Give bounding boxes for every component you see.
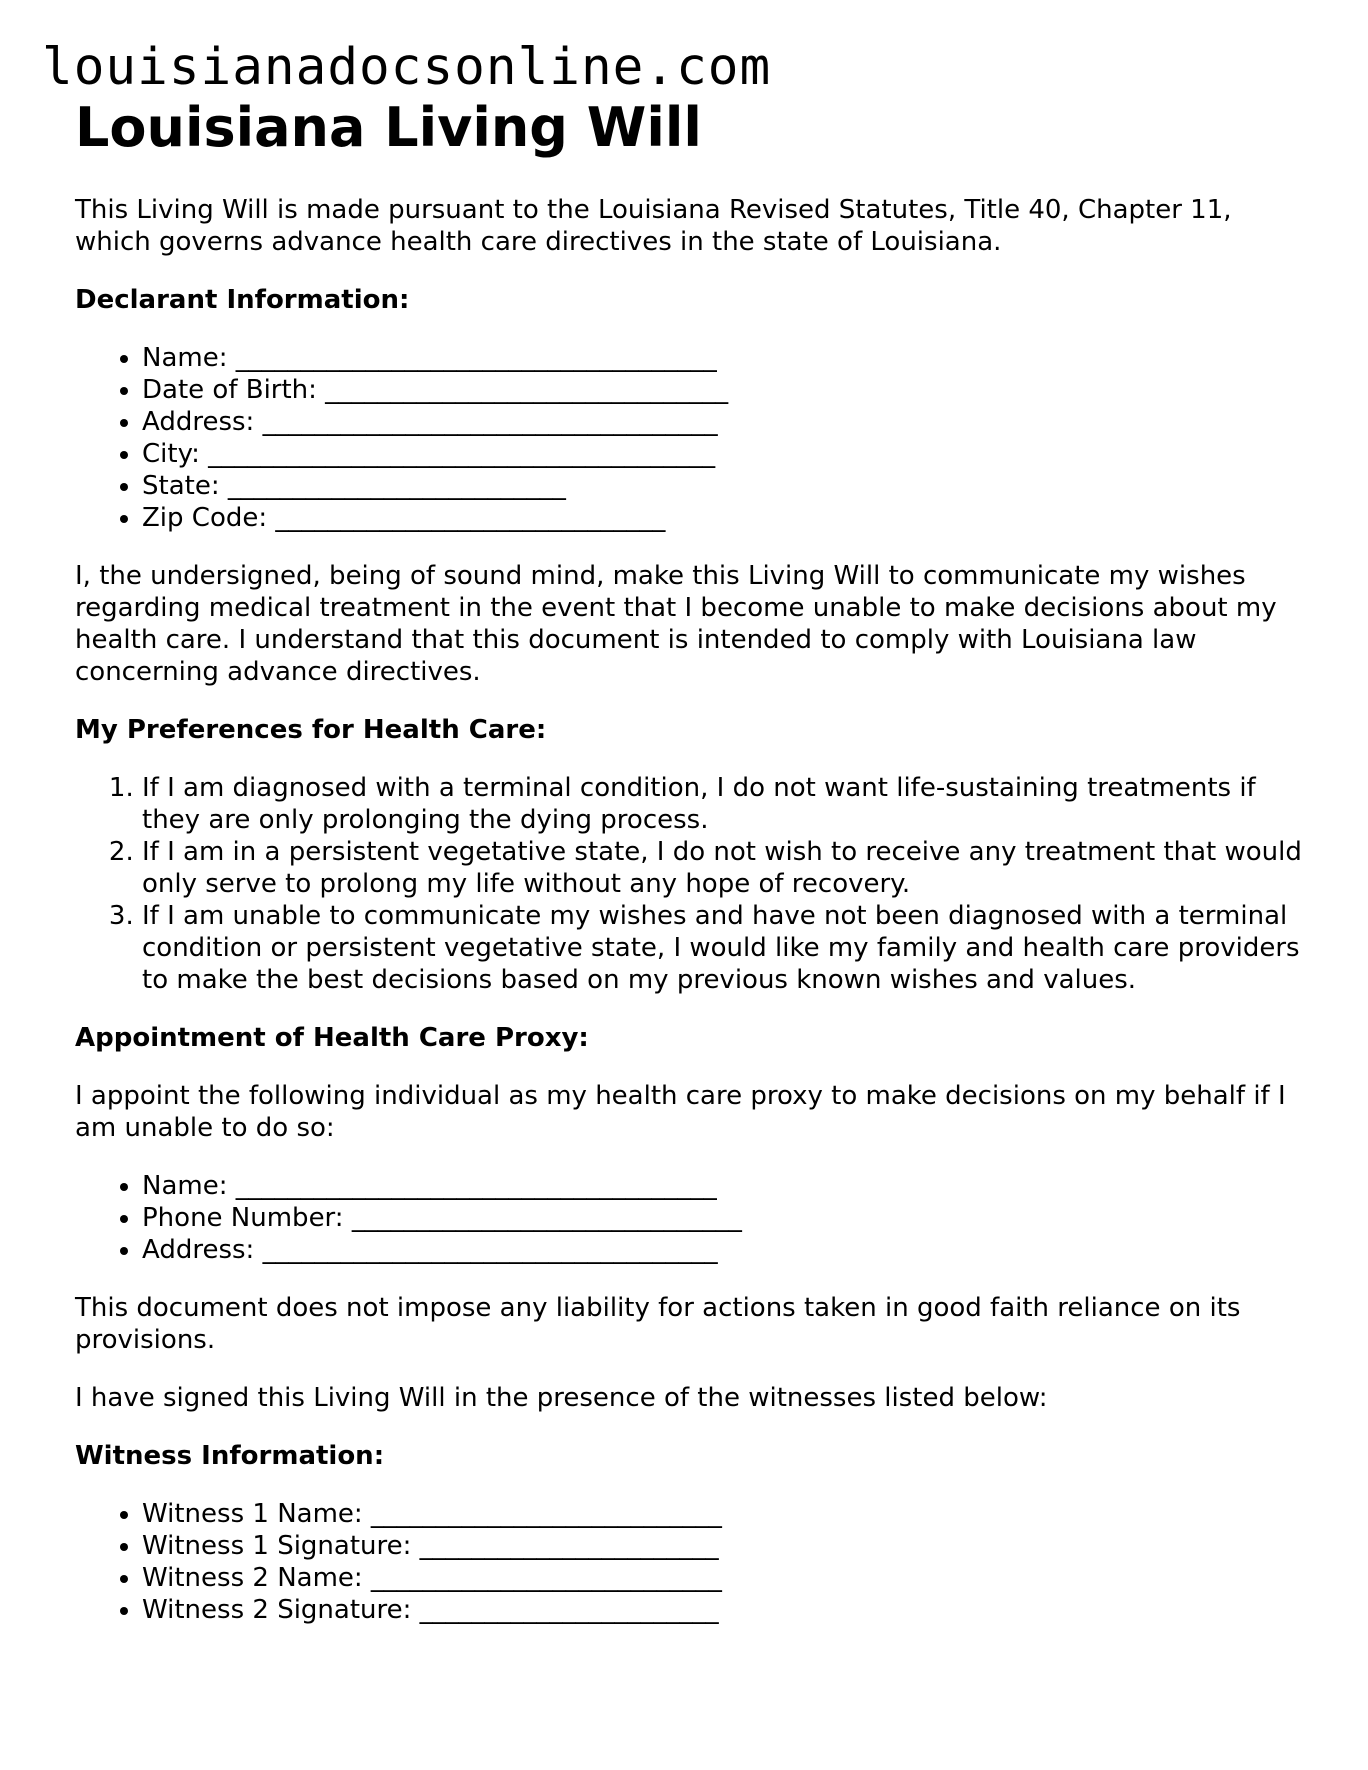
witness-heading: Witness Information: <box>75 1441 385 1471</box>
proxy-heading: Appointment of Health Care Proxy: <box>75 1023 589 1053</box>
proxy-paragraph: I appoint the following individual as my health care proxy to make decisions on my behalf if I am unable to do so: <box>75 1081 1286 1143</box>
witness-1-name-field: • Witness 1 Name: ___________________________ <box>142 1498 1305 1530</box>
intro-paragraph: This Living Will is made pursuant to the Louisiana Revised Statutes, Title 40, Chapter 11, which governs advance health care directives in the state of Louisiana. <box>75 195 1232 257</box>
witness-1-signature-field: • Witness 1 Signature: _______________________ <box>142 1530 1305 1562</box>
statement-paragraph: I, the undersigned, being of sound mind, make this Living Will to communicate my wishes regarding medical treatment in the event that I become unable to make decisions about my health care. I understand that this document is intended to comply with Louisiana law concerning advance directives. <box>75 561 1277 687</box>
site-header: louisianadocsonline.com <box>42 38 772 97</box>
declarant-fields <box>75 342 1305 534</box>
declarant-name-field: • Name: _____________________________________ <box>142 342 1305 374</box>
declarant-address-field: • Address: ___________________________________ <box>142 406 1305 438</box>
document-body <box>75 96 1305 1626</box>
declarant-dob-field: • Date of Birth: _______________________________ <box>142 374 1305 406</box>
proxy-name-field: • Name: _____________________________________ <box>142 1170 1305 1202</box>
witness-fields <box>75 1498 1305 1626</box>
witness-2-name-field: • Witness 2 Name: ___________________________ <box>142 1562 1305 1594</box>
proxy-phone-field: • Phone Number: ______________________________ <box>142 1202 1305 1234</box>
declarant-zip-field: • Zip Code: ______________________________ <box>142 502 1305 534</box>
signed-paragraph: I have signed this Living Will in the presence of the witnesses listed below: <box>75 1383 1048 1413</box>
proxy-fields <box>75 1170 1305 1266</box>
preference-item-1: 1. If I am diagnosed with a terminal condition, I do not want life-sustaining treatments if they are only prolonging the dying process. <box>142 772 1305 836</box>
preference-item-2: 2. If I am in a persistent vegetative state, I do not wish to receive any treatment that would only serve to prolong my life without any hope of recovery. <box>142 836 1305 900</box>
declarant-city-field: • City: _______________________________________ <box>142 438 1305 470</box>
declarant-heading: Declarant Information: <box>75 285 410 315</box>
witness-2-signature-field: • Witness 2 Signature: _______________________ <box>142 1594 1305 1626</box>
declarant-state-field: • State: __________________________ <box>142 470 1305 502</box>
liability-paragraph: This document does not impose any liability for actions taken in good faith reliance on its provisions. <box>75 1293 1241 1355</box>
proxy-address-field: • Address: ___________________________________ <box>142 1234 1305 1266</box>
preferences-list <box>75 772 1305 996</box>
preferences-heading: My Preferences for Health Care: <box>75 715 547 745</box>
preference-item-3: 3. If I am unable to communicate my wishes and have not been diagnosed with a terminal condition or persistent vegetative state, I would like my family and health care providers to make the best decisions based on my previous known wishes and values. <box>142 900 1305 996</box>
document-title: Louisiana Living Will <box>75 96 702 159</box>
